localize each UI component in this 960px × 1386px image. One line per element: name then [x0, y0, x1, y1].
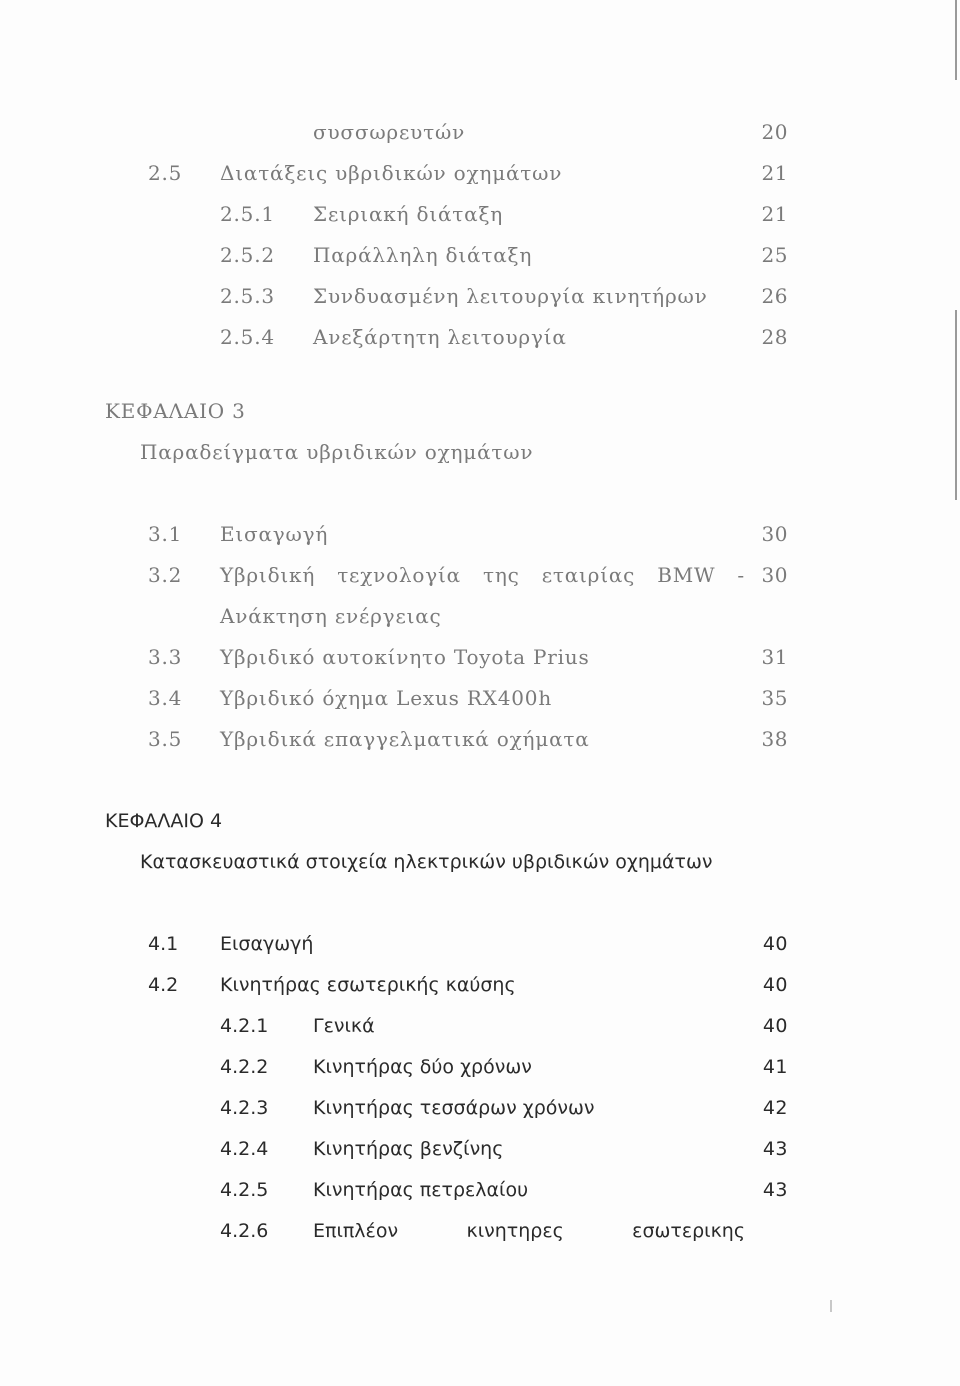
- chapter-title: Παραδείγματα υβριδικών οχημάτων: [140, 440, 534, 464]
- title-word: Υβριδική: [220, 563, 316, 587]
- chapter-heading: [0, 806, 960, 836]
- toc-entry: [0, 560, 960, 590]
- toc-entry: [0, 683, 960, 713]
- toc-entry-title: Υβριδικό αυτοκίνητο Toyota Prius: [220, 645, 590, 669]
- scan-speck: [830, 1300, 832, 1312]
- toc-entry: [0, 1011, 960, 1041]
- toc-entry: [0, 158, 960, 188]
- toc-entry: [0, 929, 960, 959]
- toc-entry-number: 4.2.4: [220, 1138, 269, 1160]
- chapter-title: Κατασκευαστικά στοιχεία ηλεκτρικών υβριδικών οχημάτων: [140, 851, 713, 873]
- toc-entry: [0, 117, 960, 147]
- title-word: -: [737, 563, 745, 587]
- toc-entry: [0, 970, 960, 1000]
- toc-entry-page: 40: [762, 933, 788, 955]
- toc-entry: [0, 281, 960, 311]
- toc-entry-number: 4.1: [148, 933, 179, 955]
- toc-entry-page: 43: [762, 1179, 788, 1201]
- toc-entry-number: 2.5.3: [220, 284, 275, 308]
- scan-edge-line: [955, 0, 957, 80]
- toc-entry-number: 4.2.2: [220, 1056, 269, 1078]
- toc-entry-page: 21: [761, 161, 788, 185]
- toc-entry-title: Ανεξάρτητη λειτουργία: [313, 325, 567, 349]
- toc-entry-number: 2.5.4: [220, 325, 275, 349]
- toc-entry-page: 35: [761, 686, 788, 710]
- title-word: τεχνολογία: [337, 563, 461, 587]
- toc-entry-title: Κινητήρας πετρελαίου: [313, 1179, 529, 1201]
- toc-entry: [0, 1175, 960, 1205]
- title-word: BMW: [657, 563, 716, 587]
- chapter-title-line: [0, 437, 960, 467]
- toc-entry-number: 3.5: [148, 727, 183, 751]
- toc-entry: [0, 724, 960, 754]
- toc-entry-title: Κινητήρας δύο χρόνων: [313, 1056, 532, 1078]
- title-word: εσωτερικης: [632, 1220, 745, 1242]
- title-word: Επιπλέον: [313, 1220, 399, 1242]
- toc-entry-title: Κινητήρας τεσσάρων χρόνων: [313, 1097, 595, 1119]
- toc-entry-page: 41: [762, 1056, 788, 1078]
- toc-entry-number: 3.4: [148, 686, 183, 710]
- toc-entry-number: 2.5.2: [220, 243, 275, 267]
- toc-entry-title: Κινητήρας βενζίνης: [313, 1138, 504, 1160]
- toc-entry-title: Εισαγωγή: [220, 933, 314, 955]
- toc-entry-page: 25: [761, 243, 788, 267]
- toc-entry: [0, 240, 960, 270]
- toc-entry: [0, 199, 960, 229]
- toc-entry: [0, 1216, 960, 1246]
- chapter-label: ΚΕΦΑΛΑΙΟ 3: [105, 399, 246, 423]
- toc-entry: [0, 322, 960, 352]
- toc-entry-title: Γενικά: [313, 1015, 375, 1037]
- toc-entry-page: 20: [761, 120, 788, 144]
- toc-entry-number: 3.3: [148, 645, 183, 669]
- toc-entry-page: 30: [761, 522, 788, 546]
- toc-entry-title: Διατάξεις υβριδικών οχημάτων: [220, 161, 563, 185]
- toc-entry-number: 2.5.1: [220, 202, 275, 226]
- toc-entry-page: 21: [761, 202, 788, 226]
- toc-entry-page: 42: [762, 1097, 788, 1119]
- toc-entry: [0, 1093, 960, 1123]
- toc-entry-number: 3.1: [148, 522, 183, 546]
- toc-entry-page: 38: [761, 727, 788, 751]
- toc-entry-title: Εισαγωγή: [220, 522, 329, 546]
- toc-entry-title: Σειριακή διάταξη: [313, 202, 504, 226]
- toc-entry: [0, 519, 960, 549]
- toc-entry-title: Υβριδικό όχημα Lexus RX400h: [220, 686, 553, 710]
- toc-entry-title: Κινητήρας εσωτερικής καύσης: [220, 974, 516, 996]
- toc-entry-number: 4.2.3: [220, 1097, 269, 1119]
- toc-entry-page: 30: [761, 563, 788, 587]
- title-word: της: [483, 563, 520, 587]
- toc-entry-number: 4.2.6: [220, 1220, 269, 1242]
- toc-entry-page: 43: [762, 1138, 788, 1160]
- toc-entry: [0, 642, 960, 672]
- title-word: εταιρίας: [541, 563, 636, 587]
- toc-entry-page: 28: [761, 325, 788, 349]
- toc-entry-number: 4.2.1: [220, 1015, 269, 1037]
- toc-entry-title: συσσωρευτών: [313, 120, 466, 144]
- toc-entry-title: [220, 560, 745, 590]
- toc-entry-title-cont: Ανάκτηση ενέργειας: [220, 604, 442, 628]
- chapter-heading: [0, 396, 960, 426]
- toc-entry-title: Παράλληλη διάταξη: [313, 243, 533, 267]
- chapter-title-line: [0, 847, 960, 877]
- toc-entry-title: Συνδυασμένη λειτουργία κινητήρων: [313, 284, 708, 308]
- chapter-label: ΚΕΦΑΛΑΙΟ 4: [105, 810, 223, 832]
- toc-entry-page: 31: [761, 645, 788, 669]
- toc-entry-continuation: [0, 601, 960, 631]
- toc-entry-page: 26: [761, 284, 788, 308]
- toc-entry-number: 3.2: [148, 563, 183, 587]
- toc-entry: [0, 1134, 960, 1164]
- title-word: κινητηρες: [466, 1220, 564, 1242]
- toc-entry-title: Υβριδικά επαγγελματικά οχήματα: [220, 727, 590, 751]
- toc-entry-page: 40: [762, 974, 788, 996]
- toc-entry-number: 2.5: [148, 161, 183, 185]
- toc-entry-number: 4.2: [148, 974, 179, 996]
- toc-entry: [0, 1052, 960, 1082]
- toc-entry-page: 40: [762, 1015, 788, 1037]
- toc-entry-number: 4.2.5: [220, 1179, 269, 1201]
- toc-entry-title: [313, 1216, 745, 1246]
